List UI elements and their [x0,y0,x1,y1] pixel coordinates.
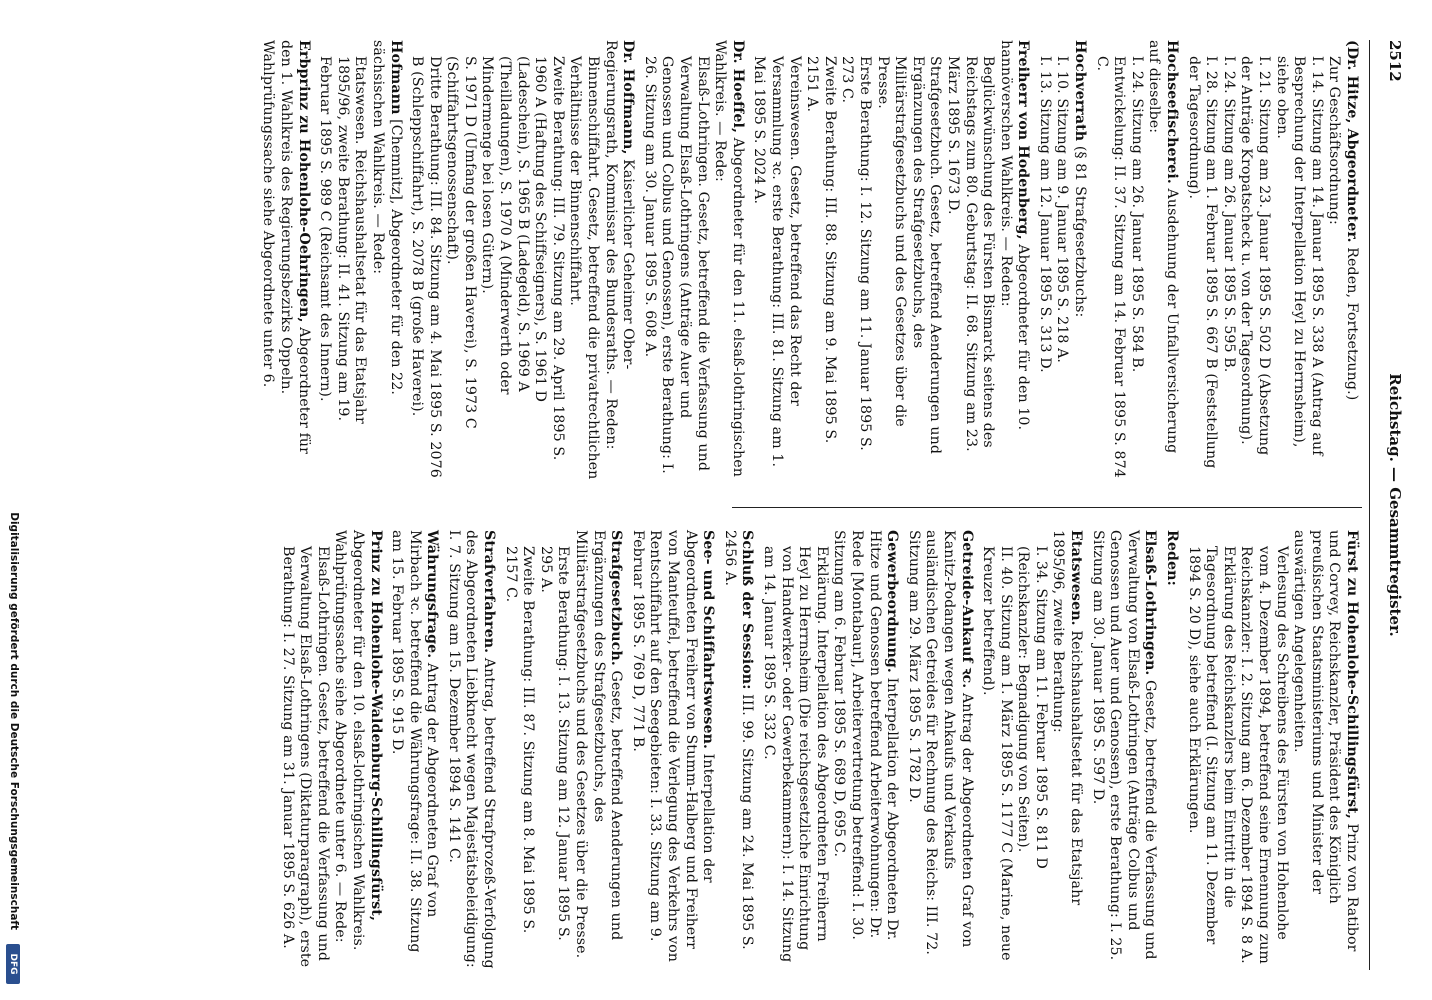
index-entry [1184,40,1360,480]
entry-text: Antrag, betreffend Strafprozeß-Verfolgung des Abgeordneten Liebknecht wegen Majestätsbeleidigung: I. 7. Sitzung am 15. Dezember 1894 S. 141 C. [445,530,498,969]
entry-text: Abgeordneter für den 1. Wahlkreis des Regierungsbezirks Oppeln. Wahlprüfungssache siehe Abgeordnete unter 6. [260,40,312,455]
entry-line: Elsaß-Lothringen. Gesetz, betreffend die Verfassung und Verwaltung Elsaß-Lothringens (Diktaturparagraph), erste Berathung: I. 27. Sitzung am 31. Januar 1895 S. 626 A. [279,546,331,968]
entry-text: Gesetz, betreffend Aenderungen und Ergänzungen des Strafgesetzbuchs, des Militärstrafgesetzbuchs und des Gesetzes über die Presse. [573,530,625,959]
entry-heading: Hofmann [387,40,404,115]
entry-text: Abgeordneter für den 11. elsaß-lothringischen Wahlkreis. — Rede: [712,40,746,477]
entry-heading: Währungsfrage. [424,530,441,659]
entry-text: (§ 81 Strafgesetzbuchs: [1072,145,1089,318]
entry-line: Erste Berathung: I. 13. Sitzung am 12. Januar 1895 S. 295 A. [537,546,572,941]
entry-line: Erklärung. Interpellation des Abgeordneten Freiherrn Heyl zu Herrnsheim (Die reichsgesetzliche Einrichtung von Handwerker- oder Gewerbekammern): I. 14. Sitzung am 14. Januar 1895 S. 332 C. [761,546,830,963]
entry-text: Kaiserlicher Geheimer Ober-Regierungsrath, Kommissar des Bundesraths. — Reden: [602,40,637,450]
entry-text: Abgeordneter für den 10. hannöverschen Wahlkreis. — Reden: [997,40,1032,431]
digitization-credit: Digitalisierung gefördert durch die Deutsche Forschungsgemeinschaft [8,512,20,930]
entry-line: II. 40. Sitzung am 1. März 1895 S. 1177 C (Marine, neue Kreuzer betreffend). [980,546,1014,961]
column-separator [732,507,1362,508]
entry-heading: Reden: [1164,530,1181,586]
entry-heading: Erbprinz zu Hohenlohe-Oehringen, [295,40,312,323]
index-entry [750,40,1032,480]
entry-line: S. 1971 D (Umfang der großen Haverei), S. 1973 C (Schiffahrtsgenossenschaft). [444,56,478,429]
entry-text: Reichshaushaltsetat für das Etatsjahr 1895/96, zweite Berathung: [1050,530,1085,906]
entry-text: Ausdehnung der Unfallversicherung auf dieselbe: [1146,40,1181,454]
entry-heading: Dr. Hoeffel, [729,40,746,134]
entry-line: Strafgesetzbuch. Gesetz, betreffend Aenderungen und Ergänzungen des Strafgesetzbuchs, des Militärstrafgesetzbuchs und des Gesetzes über die Presse. [874,56,944,455]
entry-text: Gesetz, betreffend die Verfassung und Verwaltung von Elsaß-Lothringen (Anträge Colbus und Genossen und Auer und Genossen), erste Berathung: I. 25. Sitzung am 30. Januar 1895 S. 597 D. [1089,530,1159,961]
running-title: Reichstag. — Gesammtregister. [1386,373,1404,637]
entry-heading: (Dr. Hitze, Abgeordneter. [1344,40,1360,243]
entry-line: I. 21. Sitzung am 23. Januar 1895 S. 502 D (Absetzung der Anträge Kropatscheck u. von der Tagesordnung). [1238,56,1273,456]
entry-heading: Freiherr von Hodenberg, [1015,40,1032,240]
entry-heading: See- und Schiffahrtswesen. [700,530,717,750]
index-entry [640,40,746,480]
entry-line: I. 13. Sitzung am 12. Januar 1895 S. 313 D. [1036,56,1053,373]
entry-heading: Strafverfahren. [481,530,498,654]
entry-text: Prinz von Ratibor und Corvey, Reichskanzler, Präsident des Königlich preußischen Staatsministeriums und Minister der auswärtigen Angelegenheiten. [1291,530,1360,952]
entry-heading: Elsaß-Lothringen. [1142,530,1159,676]
index-entry [1162,530,1180,970]
entry-heading: Getreide-Ankauf ꝛc. [958,530,975,689]
entry-text: Abgeordneter für den 10. elsaß-lothringischen Wahlkreis. Wahlprüfungssache siehe Abgeordnete unter 6. — Rede: [332,530,366,951]
index-entry [628,530,716,970]
index-entry [979,530,1085,970]
index-entry [259,40,312,480]
entry-heading: Strafgesetzbuch. [608,530,625,666]
entry-heading: Prinz zu Hohenlohe-Waldenburg-Schillingsfürst, [367,530,384,921]
entry-text: Interpellation der Abgeordneten Freiherr von Stumm-Halberg und Freiherr von Manteuffel, betreffend die Verlegung des Verkehrs von Rentschiffahrt auf den Seegebieten: I. 33. Sitzung am 9. Februar 1895 S. 769 D, 771 B. [629,530,717,963]
index-entry [1035,40,1088,480]
entry-heading: Etatswesen. [1068,530,1085,626]
entry-line: I. 14. Sitzung am 14. Januar 1895 S. 338 A (Antrag auf Besprechung der Interpellation Heyl zu Herrnsheim), siehe oben. [1273,56,1325,456]
entry-line: Erste Berathung: I. 12. Sitzung am 11. Januar 1895 S. 273 C. [839,56,873,451]
entry-heading: Hochverrath [1072,40,1089,142]
entry-heading: Gewerbeordnung. [884,530,901,673]
entry-line: Binnenschiffahrt. Gesetz, betreffend die privatrechtlichen Verhältnisse der Binnenschiffahrt. [567,56,602,480]
index-entry [408,40,637,480]
entry-line: Zweite Berathung: III. 87. Sitzung am 8. Mai 1895 S. 2157 C. [502,546,537,934]
entry-line: Vereinswesen. Gesetz, betreffend das Recht der Versammlung ꝛc. erste Berathung: III. 81. Sitzung am 1. Mai 1895 S. 2024 A. [751,56,803,468]
entry-line: I. 24. Sitzung am 26. Januar 1895 S. 595 B. [1220,56,1237,373]
index-entry [1088,530,1158,970]
entry-line: Etatswesen. Reichshaushaltsetat für das Etatsjahr 1895/96, zweite Berathung: II. 41. Sitzung am 19. Februar 1895 S. 989 C (Reichsamt des Innern). [317,56,369,424]
entry-heading: Dr. Hoffmann, [620,40,637,155]
entry-line: I. 34. Sitzung am 11. Februar 1895 S. 811 D (Reichskanzler: Begnadigung von Seiten). [1015,546,1049,869]
index-entry [1184,530,1360,970]
entry-line: Dritte Berathung: III. 84. Sitzung am 4. Mai 1895 S. 2076 B (Schleppschiffahrt), S. 2078 B (große Haverei). [409,56,443,478]
entry-line: Zweite Berathung: III. 88. Sitzung am 9. Mai 1895 S. 2151 A. [804,56,838,444]
entry-heading: Schluß der Session: [739,530,756,690]
header-rule [1369,40,1370,970]
index-entry [278,530,384,970]
entry-line: Zur Geschäftsordnung: [1326,56,1343,225]
entry-text: Antrag der Abgeordneten Graf von Kanitz-Podangen wegen Ankaufs und Verkaufs ausländischen Getreides für Rechnung des Reichs: III. 72. Sitzung am 29. März 1895 S. 1782 D. [905,530,975,955]
entry-text: Reden, Fortsetzung.) [1344,247,1360,401]
entry-line: Beglückwünschung des Fürsten Bismarck seitens des Reichstags zum 80. Geburtstag: II. 68. Sitzung am 23. März 1895 S. 1673 D. [944,56,997,452]
entry-line: I. 10. Sitzung am 9. Januar 1895 S. 218 A. [1054,56,1071,364]
index-entry [720,530,755,970]
right-column [274,530,1360,970]
index-entry [316,40,404,480]
index-entry [904,530,974,970]
page-header [1374,40,1404,970]
entry-line: Entwickelung: II. 37. Sitzung am 14. Februar 1895 S. 874 C. [1093,56,1128,478]
entry-line: Verlesung des Schreibens des Fürsten von Hohenlohe vom 4. Dezember 1894, betreffend seine Ernennung zum Reichskanzler: I. 2. Sitzung am 6. Dezember 1894 S. 8 A. [1238,546,1290,964]
entry-line: Zweite Berathung: III. 79. Sitzung am 29. April 1895 S. 1960 A (Haftung des Schiffseigners), S. 1961 D (Ladeschein), S. 1965 B (Ladegeld), S. 1969 A (Theilladungen), S. 1970 A (Minderwerth oder Mindermenge bei losen Gütern). [479,56,566,461]
index-entry [1092,40,1180,480]
entry-heading: Hochseefischerei. [1164,40,1181,184]
entry-heading: Fürst zu Hohenlohe-Schillingsfürst, [1344,530,1360,819]
entry-line: Erklärung des Reichskanzlers beim Eintritt in die Tagesordnung betreffend (I. Sitzung am 11. Dezember 1894 S. 20 D), siehe auch Erklärungen. [1185,546,1237,945]
entry-text: III. 99. Sitzung am 24. Mai 1895 S. 2456 A. [721,530,756,950]
index-entry [501,530,624,970]
index-entry [759,530,900,970]
index-entry [444,530,497,970]
entry-text: Interpellation der Abgeordneten Dr. Hitze und Genossen betreffend Arbeiterwohnungen: Dr. Rede [Montabaur], Arbeitervertretung betreffend: I. 30. Sitzung am 6. Februar 1895 S. 689 D, 695 C. [831,530,901,941]
entry-text: Antrag der Abgeordneten Graf von Mirbach ꝛc. betreffend die Währungsfrage: II. 38. Sitzung am 15. Februar 1895 S. 915 D. [389,530,441,953]
page-number: 2512 [1386,40,1404,82]
index-entry [388,530,441,970]
entry-line: I. 24. Sitzung am 26. Januar 1895 S. 584 B. [1128,56,1145,373]
left-column [255,40,1360,480]
entry-line: I. 28. Sitzung am 1. Februar 1895 S. 667 B (Feststellung der Tagesordnung). [1185,56,1220,469]
entry-line: Elsaß-Lothringen. Gesetz, betreffend die Verfassung und Verwaltung Elsaß-Lothringens (Anträge Auer und Genossen und Colbus und Genossen), erste Berathung: I. 26. Sitzung am 30. Januar 1895 S. 608 A. [641,56,711,474]
entry-text: [Chemnitz], Abgeordneter für den 22. sächsischen Wahlkreis. — Rede: [369,40,404,396]
dfg-logo: DFG [6,944,20,984]
page-footer [4,0,20,1000]
